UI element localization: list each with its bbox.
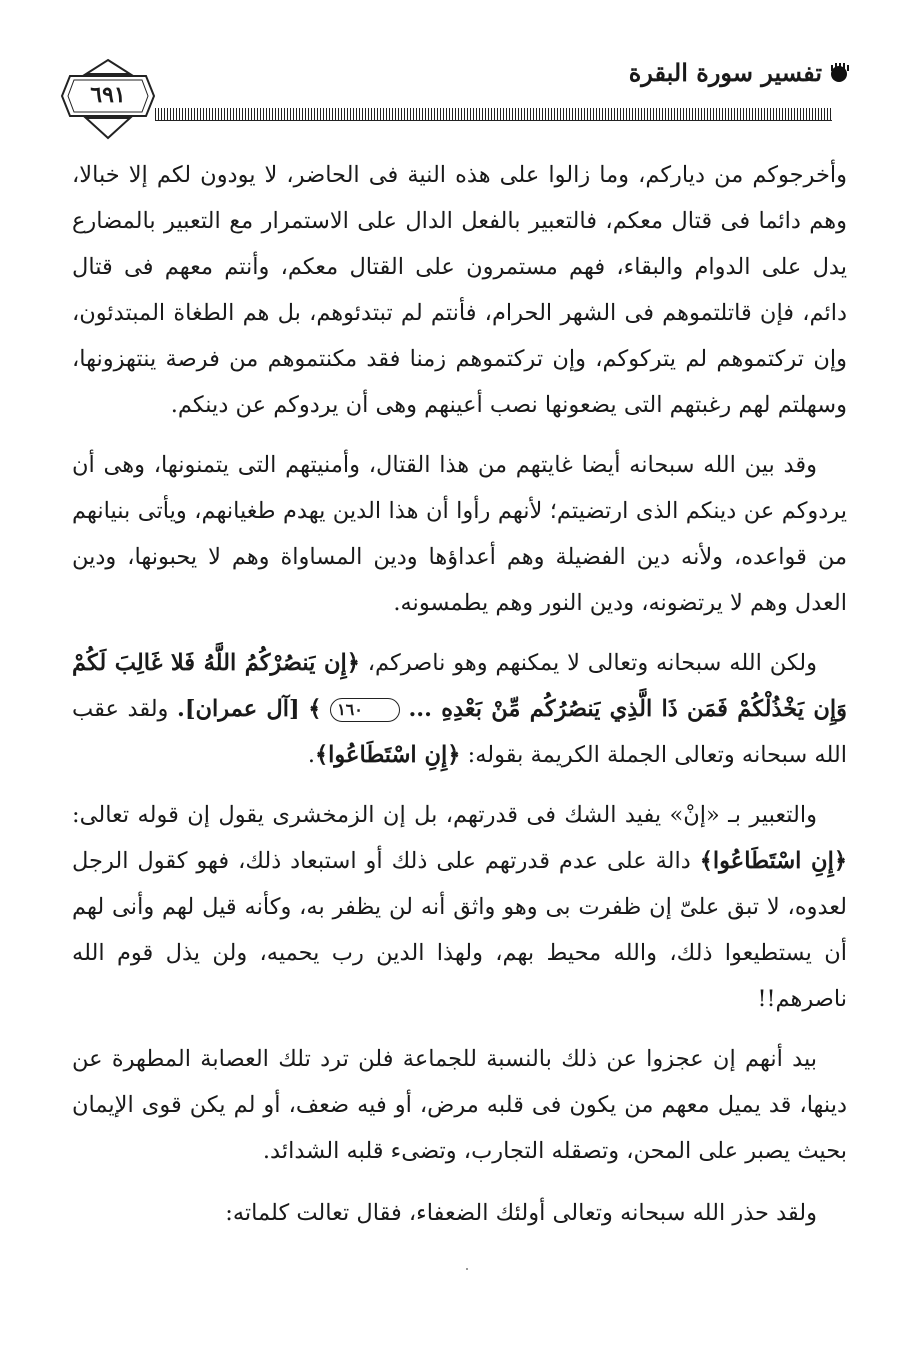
paragraph-4-continuation: دالة على عدم قدرتهم على ذلك أو استبعاد ذلك، فهو كقول الرجل لعدوه، لا تبق علىّ إن ظفرت بى وهو واثق أنه لن يظفر به، وكأنه قيل لهم وأنى لهم أن يستطيعوا ذلك، والله محيط بهم، ولهذا الدين رب يحميه، ولن يذل قوم الله ناصرهم!! <box>72 848 847 1012</box>
paragraph-3-end: . <box>307 742 315 768</box>
quran-verse: ﴿إِن يَنصُرْكُمُ اللَّهُ فَلا غَالِبَ لَكُمْ وَإِن يَخْذُلْكُمْ فَمَن ذَا الَّذِي يَنصُرُكُم مِّنْ بَعْدِهِ ... <box>72 650 847 722</box>
page-number-badge <box>60 58 156 140</box>
running-title-text: تفسير سورة البقرة <box>628 58 822 87</box>
quran-quote: ﴿إِنِ اسْتَطَاعُوا﴾ <box>699 848 848 874</box>
header-rule <box>155 108 832 120</box>
paragraph-6: ولقد حذر الله سبحانه وتعالى أولئك الضعفاء، فقال تعالت كلماته: <box>225 1200 817 1226</box>
paragraph-3 <box>72 640 847 778</box>
paragraph-5: بيد أنهم إن عجزوا عن ذلك بالنسبة للجماعة فلن ترد تلك العصابة المطهرة عن دينها، قد يميل معهم من يكون فى قلبه مرض، أو فيه ضعف، أو لم يكن قوى الإيمان بحيث يصبر على المحن، وتصقله التجارب، وتضىء قلبه الشدائد. <box>72 1046 847 1164</box>
verse-number-marker: ١٦٠ <box>330 698 400 722</box>
paragraph-4 <box>72 792 847 1022</box>
paragraph-4-text: والتعبير بـ «إنْ» يفيد الشك فى قدرتهم، بل إن الزمخشرى يقول إن قوله تعالى: <box>72 802 817 828</box>
ornament-icon <box>828 62 850 84</box>
page-body <box>72 152 847 1250</box>
paragraph-3-text: ولكن الله سبحانه وتعالى لا يمكنهم وهو ناصركم، <box>367 650 817 676</box>
quran-verse-close: ﴾ <box>308 696 322 722</box>
page-header <box>60 48 850 148</box>
running-title <box>629 58 850 87</box>
paragraph-1: وأخرجوكم من دياركم، وما زالوا على هذه النية فى الحاضر، لا يودون لكم إلا خبالا، وهم دائما فى قتال معكم، فالتعبير بالفعل الدال على الاستمرار مع التعبير بالمضارع يدل على الدوام والبقاء، فهم مستمرون على القتال معكم، وأنتم معهم فى قتال دائم، فإن قاتلتموهم فى الشهر الحرام، فأنتم لم تبتدئوهم، بل هم الطغاة المبتدئون، وإن تركتموهم لم يتركوكم، وإن تركتموهم زمنا فقد مكنتموهم من فرصة ينتهزونها، وسهلتم لهم رغبتهم التى يضعونها نصب أعينهم وهى أن يردوكم عن دينكم. <box>72 162 847 418</box>
surah-reference: [آل عمران]. <box>177 696 300 722</box>
paragraph-3-continuation: ولقد عقب الله سبحانه وتعالى الجملة الكريمة بقوله: <box>72 696 847 768</box>
header-rule-line <box>155 120 832 121</box>
quran-quote: ﴿إِنِ اسْتَطَاعُوا﴾ <box>314 742 461 768</box>
page-number: ٦٩١ <box>90 82 126 108</box>
page-speck <box>466 1268 468 1270</box>
paragraph-2: وقد بين الله سبحانه أيضا غايتهم من هذا القتال، وأمنيتهم التى يتمنونها، وهى أن يردوكم عن دينكم الذى ارتضيتم؛ لأنهم رأوا أن هذا الدين يهدم طغيانهم، ويأتى بنيانهم من قواعده، ولأنه دين الفضيلة وهم أعداؤها ودين المساواة وهم لا يحبونها، ودين العدل وهم لا يرتضونه، ودين النور وهم يطمسونه. <box>72 452 847 616</box>
